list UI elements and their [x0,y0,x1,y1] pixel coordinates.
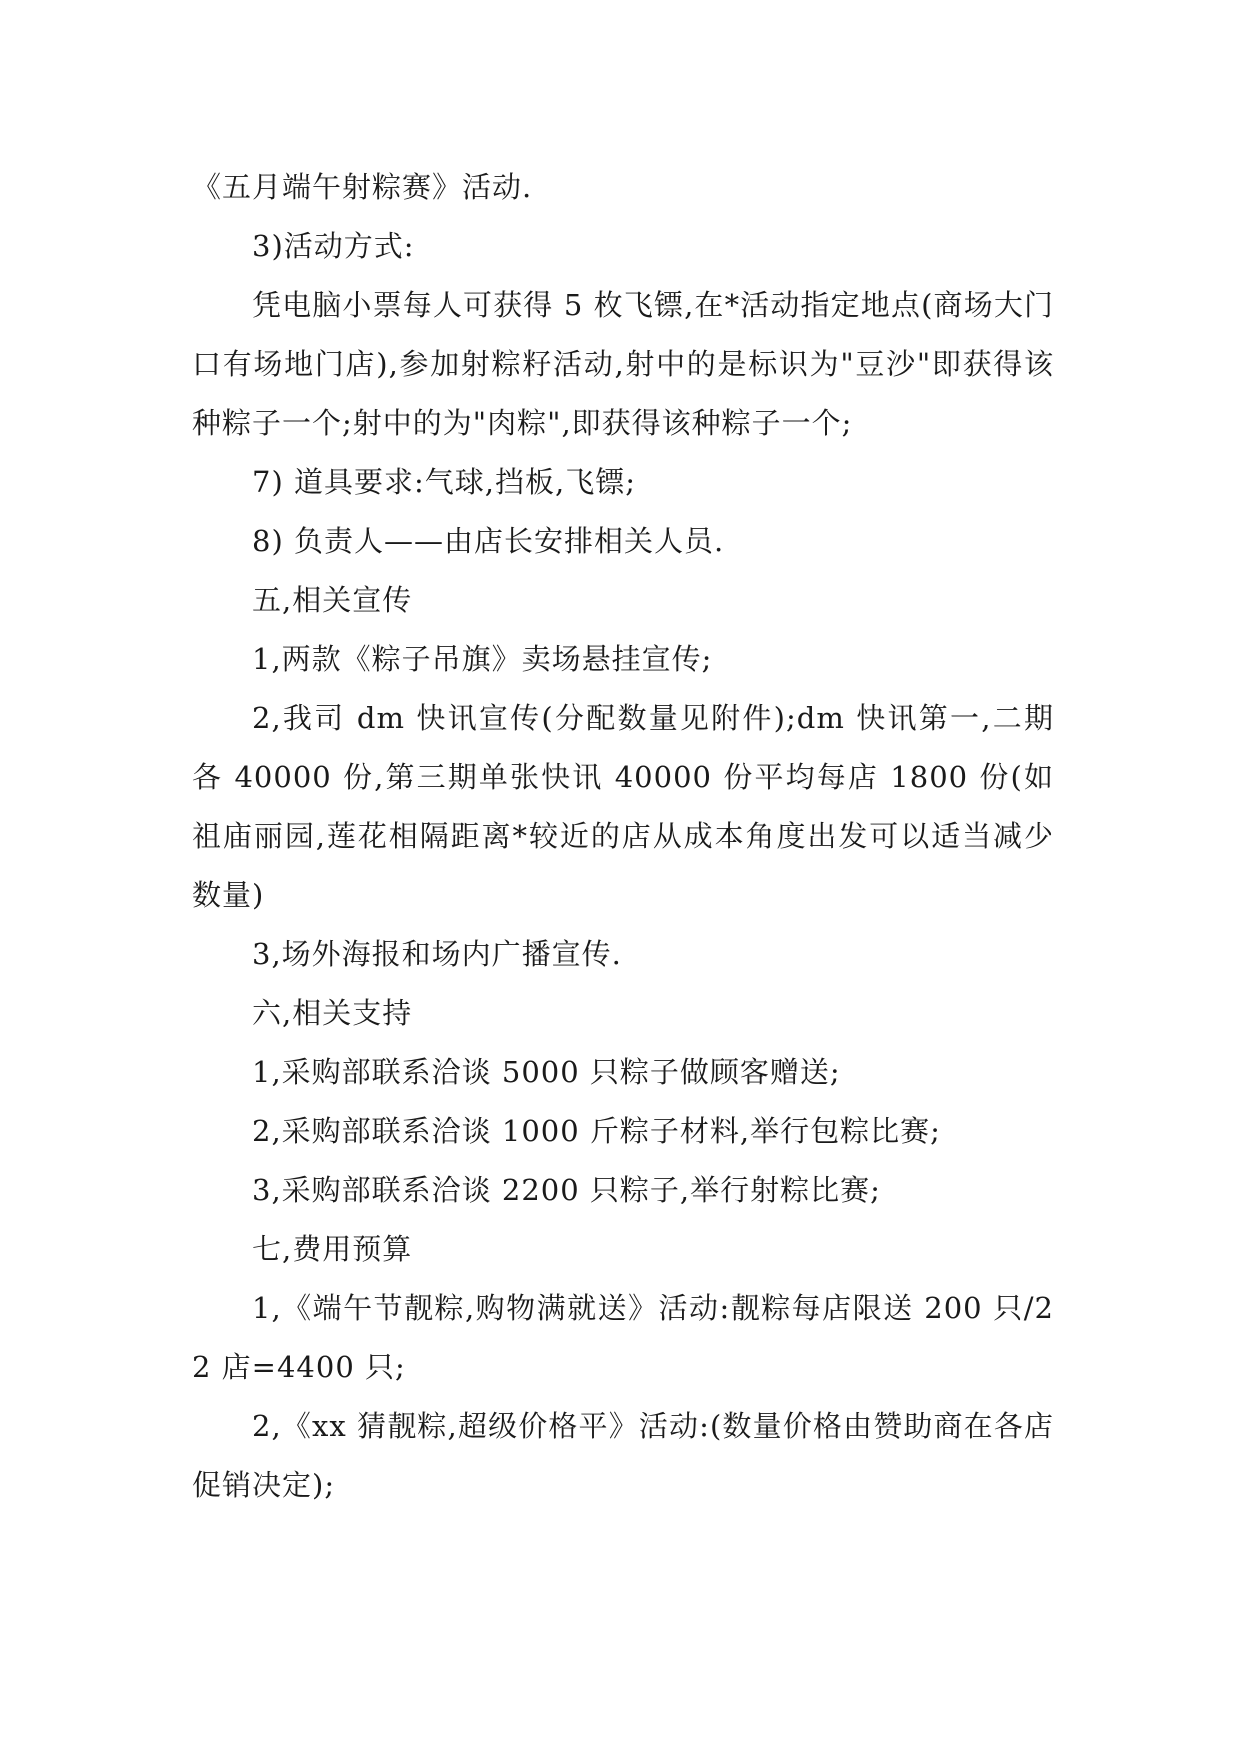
section-heading-7: 七,费用预算 [252,1232,413,1266]
paragraph-16: 2,《xx 猜靓粽,超级价格平》活动:(数量价格由赞助商在各店促销决定); [192,1409,1054,1502]
paragraph-9: 3,场外海报和场内广播宣传. [252,937,622,971]
paragraph-13: 3,采购部联系洽谈 2200 只粽子,举行射粽比赛; [252,1173,881,1207]
paragraph-2: 3)活动方式: [252,229,415,263]
paragraph-1: 《五月端午射粽赛》活动. [192,170,533,204]
paragraph-12: 2,采购部联系洽谈 1000 斤粽子材料,举行包粽比赛; [252,1114,941,1148]
paragraph-5: 8) 负责人——由店长安排相关人员. [252,524,725,558]
section-heading-6: 六,相关支持 [252,996,413,1030]
paragraph-3: 凭电脑小票每人可获得 5 枚飞镖,在*活动指定地点(商场大门口有场地门店),参加射粽籽活动,射中的是标识为"豆沙"即获得该种粽子一个;射中的为"肉粽",即获得该种粽子一个; [192,288,1054,440]
paragraph-11: 1,采购部联系洽谈 5000 只粽子做顾客赠送; [252,1055,841,1089]
paragraph-8: 2,我司 dm 快讯宣传(分配数量见附件);dm 快讯第一,二期各 40000 份,第三期单张快讯 40000 份平均每店 1800 份(如祖庙丽园,莲花相隔距离*较近的店从成本角度出发可以适当减少数量) [192,701,1054,912]
section-heading-5: 五,相关宣传 [252,583,413,617]
paragraph-4: 7) 道具要求:气球,挡板,飞镖; [252,465,636,499]
paragraph-15: 1,《端午节靓粽,购物满就送》活动:靓粽每店限送 200 只/22 店=4400 只; [192,1291,1054,1384]
document-body [192,158,1054,1515]
paragraph-7: 1,两款《粽子吊旗》卖场悬挂宣传; [252,642,713,676]
